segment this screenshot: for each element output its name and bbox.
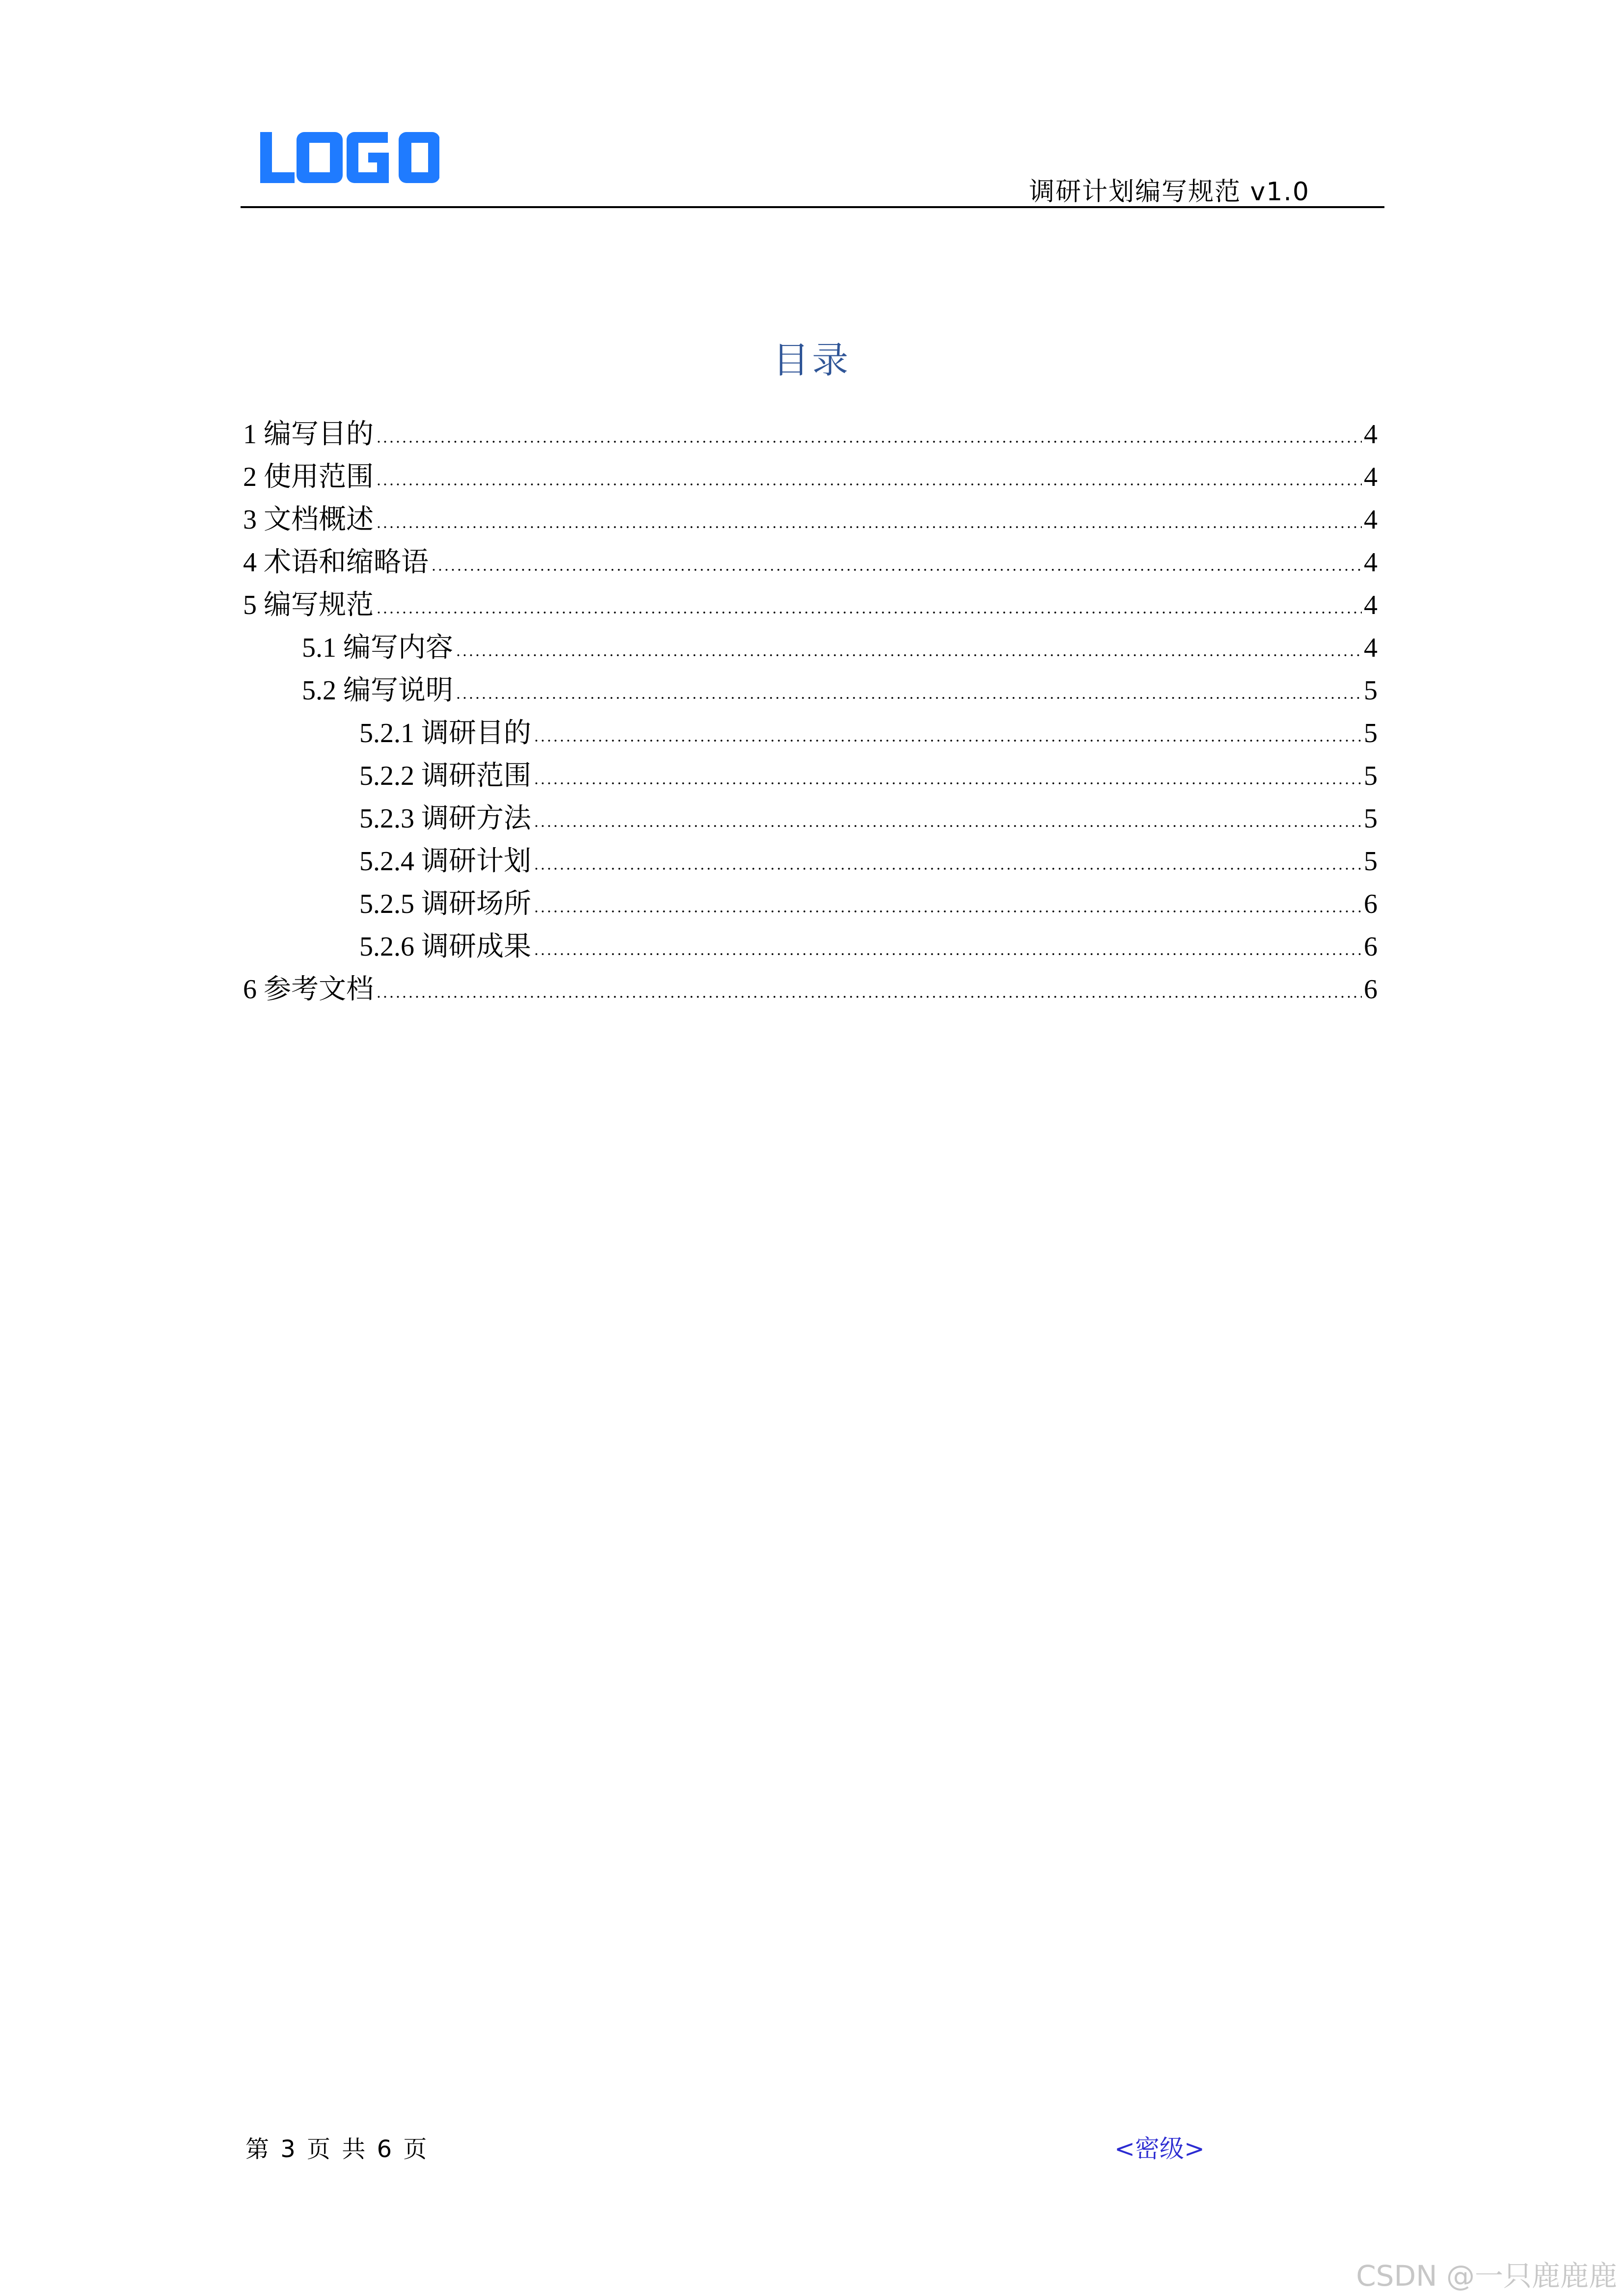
toc-entry[interactable] [243, 449, 1378, 492]
header-rule [241, 206, 1384, 208]
toc-entry-label: 5.2.4 调研计划 [359, 846, 531, 877]
toc-dot-leader [376, 440, 1362, 443]
toc-entry-label: 6 参考文档 [243, 974, 374, 1005]
toc-entry-page-number: 4 [1364, 590, 1378, 620]
toc-dot-leader [376, 483, 1362, 486]
toc-dot-leader [533, 782, 1362, 785]
footer-page-info: 第 3 页 共 6 页 [245, 2136, 429, 2163]
toc-entry-page-number: 6 [1364, 889, 1378, 919]
toc-entry[interactable] [243, 534, 1378, 577]
toc-entry[interactable] [359, 833, 1378, 876]
toc-entry-label: 5.2.6 调研成果 [359, 932, 531, 962]
toc-entry-label: 2 使用范围 [243, 462, 374, 492]
toc-entry[interactable] [359, 791, 1378, 833]
toc-entry-page-number: 6 [1364, 932, 1378, 962]
toc-entry-page-number: 5 [1364, 675, 1378, 706]
toc-entry[interactable] [243, 492, 1378, 534]
toc-dot-leader [533, 953, 1362, 956]
header-doc-title: 调研计划编写规范 v1.0 [1029, 177, 1310, 207]
toc-entry[interactable] [243, 406, 1378, 449]
toc-entry-label: 5.1 编写内容 [302, 633, 453, 663]
toc-entry-label: 5.2.2 调研范围 [359, 761, 531, 791]
toc-dot-leader [533, 739, 1362, 742]
toc-title: 目录 [773, 339, 851, 381]
toc-dot-leader [431, 568, 1362, 571]
toc-entry[interactable] [243, 961, 1378, 1004]
toc-entry[interactable] [243, 577, 1378, 620]
toc-entry-label: 3 文档概述 [243, 505, 374, 535]
toc-entry-label: 4 术语和缩略语 [243, 547, 429, 578]
logo [260, 125, 439, 189]
toc-entry-label: 5.2.1 调研目的 [359, 718, 531, 748]
toc-entry[interactable] [302, 620, 1378, 663]
toc-dot-leader [376, 526, 1362, 529]
toc-entry-page-number: 4 [1364, 547, 1378, 578]
toc-entry-page-number: 6 [1364, 974, 1378, 1005]
toc-entry-label: 5.2 编写说明 [302, 675, 453, 706]
toc-dot-leader [455, 654, 1362, 657]
watermark: CSDN @一只鹿鹿鹿 [1356, 2259, 1617, 2293]
toc-entry-page-number: 5 [1364, 761, 1378, 791]
toc-entry[interactable] [359, 705, 1378, 748]
toc-entry-page-number: 4 [1364, 505, 1378, 535]
toc-entry[interactable] [302, 663, 1378, 705]
toc-entry[interactable] [359, 876, 1378, 919]
toc-entry-label: 1 编写目的 [243, 419, 374, 450]
toc-entry-page-number: 5 [1364, 846, 1378, 877]
toc-entry-page-number: 5 [1364, 718, 1378, 748]
toc-entry[interactable] [359, 919, 1378, 961]
footer-classification: <密级> [1114, 2135, 1205, 2163]
toc-entry[interactable] [359, 748, 1378, 791]
toc-entry-page-number: 5 [1364, 803, 1378, 834]
toc-entry-label: 5 编写规范 [243, 590, 374, 620]
toc-entry-label: 5.2.3 调研方法 [359, 803, 531, 834]
toc-dot-leader [376, 995, 1362, 998]
toc-dot-leader [533, 867, 1362, 870]
toc-dot-leader [533, 825, 1362, 828]
toc-dot-leader [533, 910, 1362, 913]
toc-entry-label: 5.2.5 调研场所 [359, 889, 531, 919]
toc-entry-page-number: 4 [1364, 633, 1378, 663]
toc-dot-leader [455, 696, 1362, 699]
toc-dot-leader [376, 611, 1362, 614]
toc-entry-page-number: 4 [1364, 462, 1378, 492]
toc-entry-page-number: 4 [1364, 419, 1378, 450]
